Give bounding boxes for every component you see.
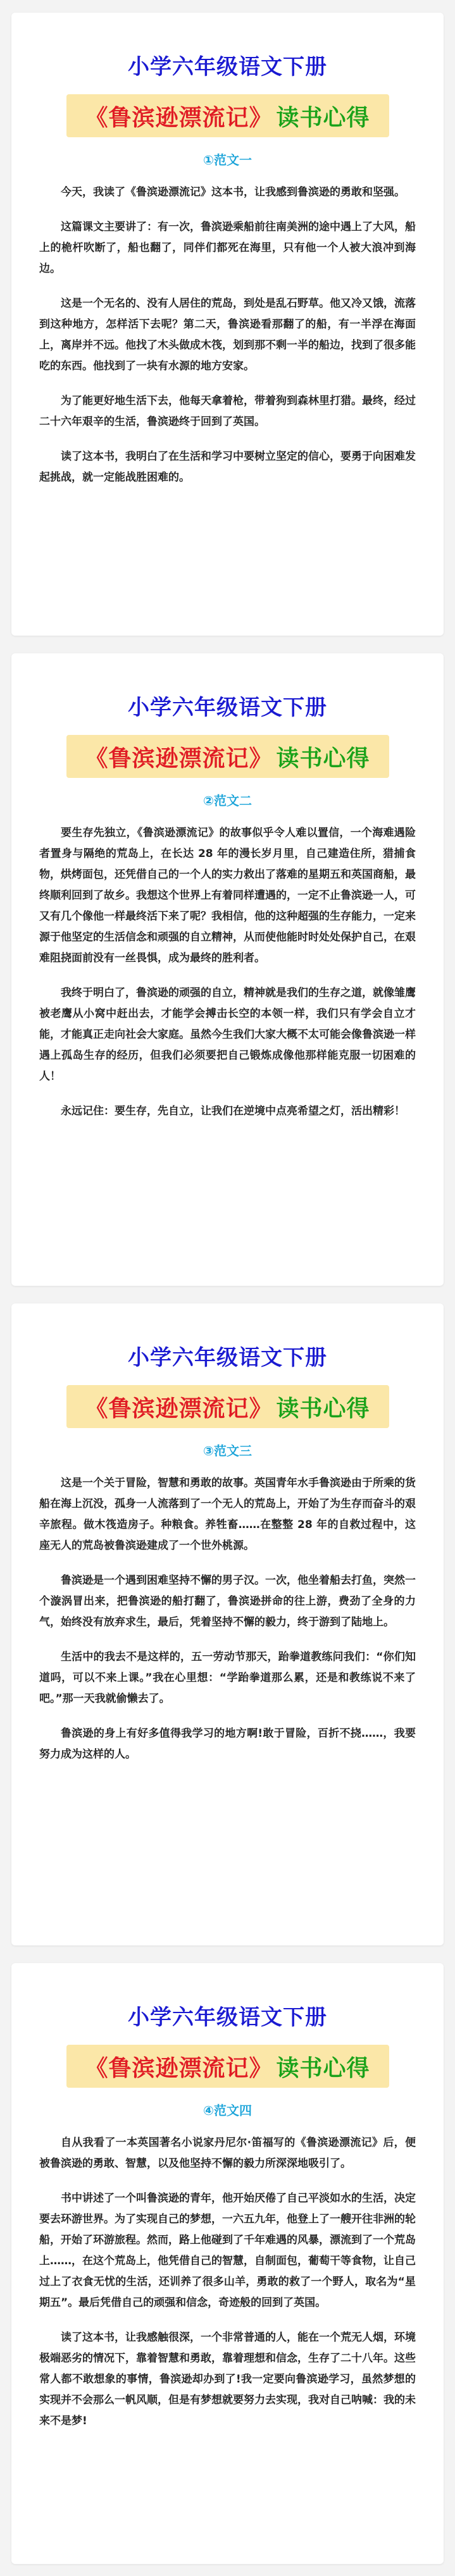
paragraph: 永远记住：要生存，先自立，让我们在逆境中点亮希望之灯，活出精彩！ (61, 1105, 405, 1118)
sample-label: ①范文一 (203, 152, 252, 168)
essay-body (11, 1459, 444, 1765)
page-title: 小学六年级语文下册 (128, 2005, 327, 2030)
paragraph: 要生存先独立，《鲁滨逊漂流记》的故事似乎令人难以置信，一个海难遇险者置身与隔绝的荒岛上，在长达 28 年的漫长岁月里，自己建造住所，猎捕食物，烘烤面包，还凭借自己的一个人的实力救出了落难的星期五和英国商船，最终顺利回到了故乡。我想这个世界上有着同样遭遇的，一定不止鲁滨逊一人，可又有几个像他一样最终活下来了呢？我相信，他的这种超强的生存能力，一定来源于他坚定的生活信念和顽强的自立精神，从而使他能时时处处保护自己，在艰难阻挠面前没有一丝畏惧，成为最终的胜利者。 (39, 827, 416, 964)
essay-body (11, 2119, 444, 2432)
paragraph: 读了这本书，让我感触很深，一个非常普通的人，能在一个荒无人烟，环境极端恶劣的情况下，靠着智慧和勇敢，靠着理想和信念，生存了二十八年。这些常人都不敢想象的事情，鲁滨逊却办到了!我一定要向鲁滨逊学习，虽然梦想的实现并不会那么一帆风顺，但是有梦想就要努力去实现，我对自己呐喊：我的未来不是梦! (39, 2331, 416, 2427)
sample-card-3 (11, 1303, 444, 1945)
paragraph: 我终于明白了，鲁滨逊的顽强的自立，精神就是我们的生存之道，就像雏鹰被老鹰从小窝中赶出去，才能学会搏击长空的本领一样，我们只有学会自立才能，才能真正走向社会大家庭。虽然今生我们大家大概不太可能会像鲁滨逊一样遇上孤岛生存的经历，但我们必须要把自己锻炼成像他那样能克服一切困难的人！ (39, 987, 416, 1083)
essay-body (11, 809, 444, 1122)
sample-label: ②范文二 (203, 793, 252, 808)
page-title: 小学六年级语文下册 (128, 1345, 327, 1371)
title-banner (66, 735, 389, 778)
essay-body (11, 168, 444, 488)
banner-suffix: 读书心得 (276, 1395, 370, 1422)
title-banner (66, 1385, 389, 1428)
banner-suffix: 读书心得 (276, 745, 370, 772)
book-title: 《鲁滨逊漂流记》 (85, 2055, 273, 2081)
paragraph: 这是一个无名的、没有人居住的荒岛，到处是乱石野草。他又冷又饿，流落到这种地方，怎样活下去呢？第二天，鲁滨逊看那翻了的船，有一半浮在海面上，离岸并不远。他找了木头做成木筏，划到那不剩一半的船边，找到了很多能吃的东西。他找到了一块有水源的地方安家。 (39, 297, 416, 373)
paragraph: 为了能更好地生活下去，他每天拿着枪，带着狗到森林里打猎。最终，经过二十六年艰辛的生活，鲁滨逊终于回到了英国。 (39, 395, 416, 428)
page-title: 小学六年级语文下册 (128, 695, 327, 720)
sample-card-2 (11, 653, 444, 1286)
paragraph: 这是一个关于冒险，智慧和勇敢的故事。英国青年水手鲁滨逊由于所乘的货船在海上沉没，孤身一人流落到了一个无人的荒岛上，开始了为生存而奋斗的艰辛旅程。做木筏造房子。种粮食。养牲畜……在整整 28 年的自救过程中，这座无人的荒岛被鲁滨逊建成了一个世外桃源。 (39, 1477, 416, 1552)
banner-suffix: 读书心得 (276, 104, 370, 131)
paragraph: 鲁滨逊的身上有好多值得我学习的地方啊!敢于冒险，百折不挠……，我要努力成为这样的人。 (39, 1727, 416, 1761)
paragraph: 生活中的我去不是这样的，五一劳动节那天，跆拳道教练问我们：“你们知道吗，可以不来上课。”我在心里想：“学跆拳道那么累，还是和教练说不来了吧。”那一天我就偷懒去了。 (39, 1651, 416, 1705)
sample-card-1 (11, 13, 444, 636)
sample-card-4 (11, 1963, 444, 2564)
paragraph: 这篇课文主要讲了：有一次，鲁滨逊乘船前往南美洲的途中遇上了大风，船上的桅杆吹断了，船也翻了，同伴们都死在海里，只有他一个人被大浪冲到海边。 (39, 221, 416, 275)
book-title: 《鲁滨逊漂流记》 (85, 104, 273, 131)
title-banner (66, 2045, 389, 2088)
paragraph: 书中讲述了一个叫鲁滨逊的青年，他开始厌倦了自己平淡如水的生活，决定要去环游世界。为了实现自己的梦想，一六五九年，他登上了一艘开往非洲的轮船，开始了环游旅程。然而，路上他碰到了千年难遇的风暴，漂流到了一个荒岛上……，在这个荒岛上，他凭借自己的智慧，自制面包，葡萄干等食物，让自己过上了衣食无忧的生活，还训养了很多山羊，勇敢的救了一个野人，取名为“星期五”。最后凭借自己的顽强和信念，奇迹般的回到了英国。 (39, 2192, 416, 2309)
paragraph: 读了这本书，我明白了在生活和学习中要树立坚定的信心，要勇于向困难发起挑战，就一定能战胜困难的。 (39, 450, 416, 484)
sample-label: ④范文四 (203, 2103, 252, 2118)
paragraph: 今天，我读了《鲁滨逊漂流记》这本书，让我感到鲁滨逊的勇敢和坚强。 (61, 186, 405, 199)
title-banner (66, 94, 389, 137)
page-title: 小学六年级语文下册 (128, 54, 327, 80)
book-title: 《鲁滨逊漂流记》 (85, 745, 273, 772)
paragraph: 鲁滨逊是一个遇到困难坚持不懈的男子汉。一次，他坐着船去打鱼，突然一个漩涡冒出来，把鲁滨逊的船打翻了，鲁滨逊拼命的往上游，费劲了全身的力气，始终没有放弃求生，最后，凭着坚持不懈的毅力，终于游到了陆地上。 (39, 1574, 416, 1629)
paragraph: 自从我看了一本英国著名小说家丹尼尔·笛福写的《鲁滨逊漂流记》后，便被鲁滨逊的勇敢、智慧，以及他坚持不懈的毅力所深深地吸引了。 (39, 2136, 416, 2170)
book-title: 《鲁滨逊漂流记》 (85, 1395, 273, 1422)
banner-suffix: 读书心得 (276, 2055, 370, 2081)
sample-label: ③范文三 (203, 1443, 252, 1458)
